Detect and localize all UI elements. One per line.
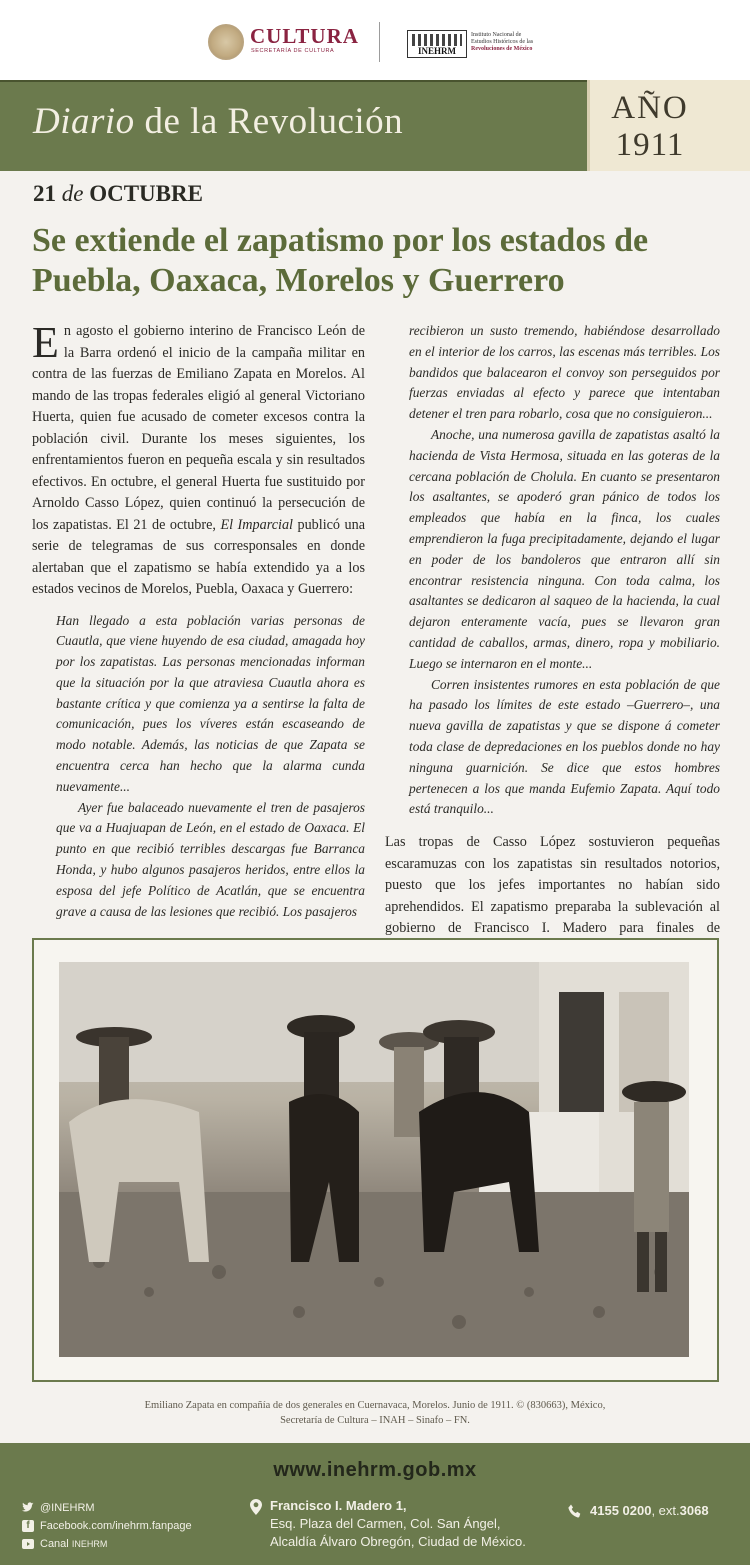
date-day: 21 (33, 181, 56, 206)
phone-ext-label: , ext. (651, 1503, 680, 1518)
date-month: OCTUBRE (89, 181, 203, 206)
article-column-right (385, 321, 720, 961)
historical-photograph (59, 962, 689, 1357)
twitter-handle: @INEHRM (40, 1502, 95, 1514)
quote-paragraph: Anoche, una numerosa gavilla de zapatistas asaltó la hacienda de Vista Hermosa, situada en las goteras de la cercana población de Cholula. En cuanto se presentaron los asaltantes, se apoderó gran pánico de todos los empleados que había en la finca, los cuales emprendieron la fuga precipitadamente, dejando el lugar en poder de los bandoleros que entraron allí sin encontrar resistencia ninguna. Con toda calma, los asaltantes se dedicaron al saqueo de la hacienda, la cual dejaron enteramente vacía, pues se llevaron gran cantidad de caballos, armas, dinero, ropa y mobiliario. Luego se internaron en el monte... (409, 426, 720, 671)
youtube-icon (22, 1538, 34, 1550)
year-label: AÑO (611, 90, 689, 126)
address-line: Esq. Plaza del Carmen, Col. San Ángel, (270, 1516, 501, 1531)
phone-contact[interactable] (568, 1503, 709, 1518)
intro-text-b: publicó una serie de telegramas de sus corresponsales en donde alertaban que el zapatismo se había extendido ya a los estados vecinos de Morelos, Puebla, Oaxaca y Guerrero: (32, 516, 365, 597)
intro-text-a: n agosto el gobierno interino de Francisco León de la Barra ordenó el inicio de la campaña militar en contra de las fuerzas de Emiliano Zapata en Morelos. Al mando de las tropas federales eligió al general Victoriano Huerta, quien fue acusado de cometer excesos contra la población civil. Durante los meses siguientes, los enfrentamientos fueron en pequeña escala y sin resultados efectivos. En octubre, el general Huerta fue sustituido por Arnoldo Casso López, quien continuó la persecución de los zapatistas. El 21 de octubre, (32, 323, 365, 533)
facebook-link[interactable] (22, 1517, 192, 1535)
article-headline: Se extiende el zapatismo por los estados de Puebla, Oaxaca, Morelos y Guerrero (32, 222, 649, 299)
building-columns-icon (412, 34, 462, 46)
youtube-prefix: Canal (40, 1538, 69, 1550)
facebook-url: Facebook.com/inehrm.fanpage (40, 1520, 192, 1532)
telegram-quote-left (32, 611, 365, 923)
phone-ext-number: 3068 (679, 1503, 709, 1518)
newspaper-name: El Imparcial (220, 516, 293, 533)
cultura-subtitle: SECRETARÍA DE CULTURA (251, 48, 335, 54)
location-pin-icon (250, 1499, 262, 1515)
coat-of-arms-logo-icon (208, 24, 244, 60)
zapata-photo-illustration (59, 962, 689, 1357)
top-logo-bar (0, 0, 750, 80)
inehrm-desc-line: Estudios Históricos de las (471, 39, 534, 46)
cultura-wordmark: CULTURA (250, 24, 359, 48)
phone-number: 4155 0200 (590, 1503, 652, 1518)
closing-paragraph: Las tropas de Casso López sostuvieron pequeñas escaramuzas con los zapatistas sin resultados notorios, puesto que los jefes importantes no habían sido aprehendidos. El zapatismo preparaba la sublevación al gobierno de Francisco I. Madero para finales de (385, 834, 720, 937)
website-link[interactable]: www.inehrm.gob.mx (273, 1459, 477, 1481)
photo-caption (60, 1398, 690, 1428)
quote-paragraph: Han llegado a esta población varias personas de Cuautla, que viene huyendo de esa ciudad, amagada hoy por los zapatistas. Las personas mencionadas informan que la situación por la que atraviesa Cuautla ahora es bastante crítica y que comienza ya a sentirse la falta de comunicación, pues los víveres están escaseando de modo notable. Además, las noticias de que Zapata se encuentra cerca han hecho que la alarma cunda nuevamente... (56, 612, 365, 794)
quote-paragraph: recibieron un susto tremendo, habiéndose desarrollado en el interior de los carros, las escenas más terribles. Los bandidos que balacearon el convoy son perseguidos por fuerzas enviadas al efecto y parece que intentaban detener el tren para robarlo, cosa que no consiguieron... (409, 323, 720, 422)
youtube-channel: INEHRM (71, 1539, 108, 1549)
intro-paragraph (32, 318, 365, 601)
twitter-bird-icon (22, 1502, 34, 1514)
date-de: de (61, 181, 84, 206)
publication-title (33, 100, 403, 143)
inehrm-mark: INEHRM (418, 46, 456, 56)
quote-paragraph: Corren insistentes rumores en esta población de que ha pasado los límites de este estado –Guerrero–, una nueva gavilla de zapatistas y que se dispone á cometer toda clase de depredaciones en los pueblos donde no hay ninguna guarnición. Se dice que estos hombres pertenecen a los que manda Eufemio Zapata. Aquí todo está tranquilo... (409, 676, 720, 817)
address-title: Francisco I. Madero 1, (270, 1498, 407, 1513)
inehrm-desc-line: Revoluciones de México (471, 46, 533, 53)
phone-icon (568, 1504, 582, 1518)
telegram-quote-right (385, 321, 720, 820)
article-column-left (32, 318, 365, 922)
inehrm-logo-icon (407, 30, 467, 58)
caption-line: Emiliano Zapata en compañía de dos generales en Cuernavaca, Morelos. Junio de 1911. © (830663), México, (144, 1400, 606, 1411)
title-italic: Diario (33, 101, 135, 142)
inehrm-description (471, 32, 551, 54)
article-date (33, 181, 203, 207)
twitter-link[interactable] (22, 1499, 192, 1517)
social-links (22, 1499, 192, 1553)
inehrm-desc-line: Instituto Nacional de (471, 32, 522, 38)
facebook-icon: f (22, 1520, 34, 1532)
postal-address (250, 1497, 526, 1551)
drop-cap: E (32, 318, 59, 367)
quote-paragraph: Ayer fue balaceado nuevamente el tren de pasajeros que va a Huajuapan de León, en el estado de Oaxaca. El punto en que recibió terribles descargas fue Barranca Honda, y hubo algunos pasajeros heridos, entre ellos la esposa del jefe Político de Acatlán, que se encuentra grave a causa de las lesiones que recibió. Los pasajeros (56, 799, 365, 919)
caption-line: Secretaría de Cultura – INAH – Sinafo – FN. (280, 1415, 470, 1426)
year-value: 1911 (615, 127, 685, 163)
youtube-link[interactable] (22, 1535, 192, 1553)
year-tab (587, 80, 750, 171)
address-line: Alcaldía Álvaro Obregón, Ciudad de México. (270, 1534, 526, 1549)
logo-divider (379, 22, 380, 62)
title-rest: de la Revolución (134, 101, 404, 142)
